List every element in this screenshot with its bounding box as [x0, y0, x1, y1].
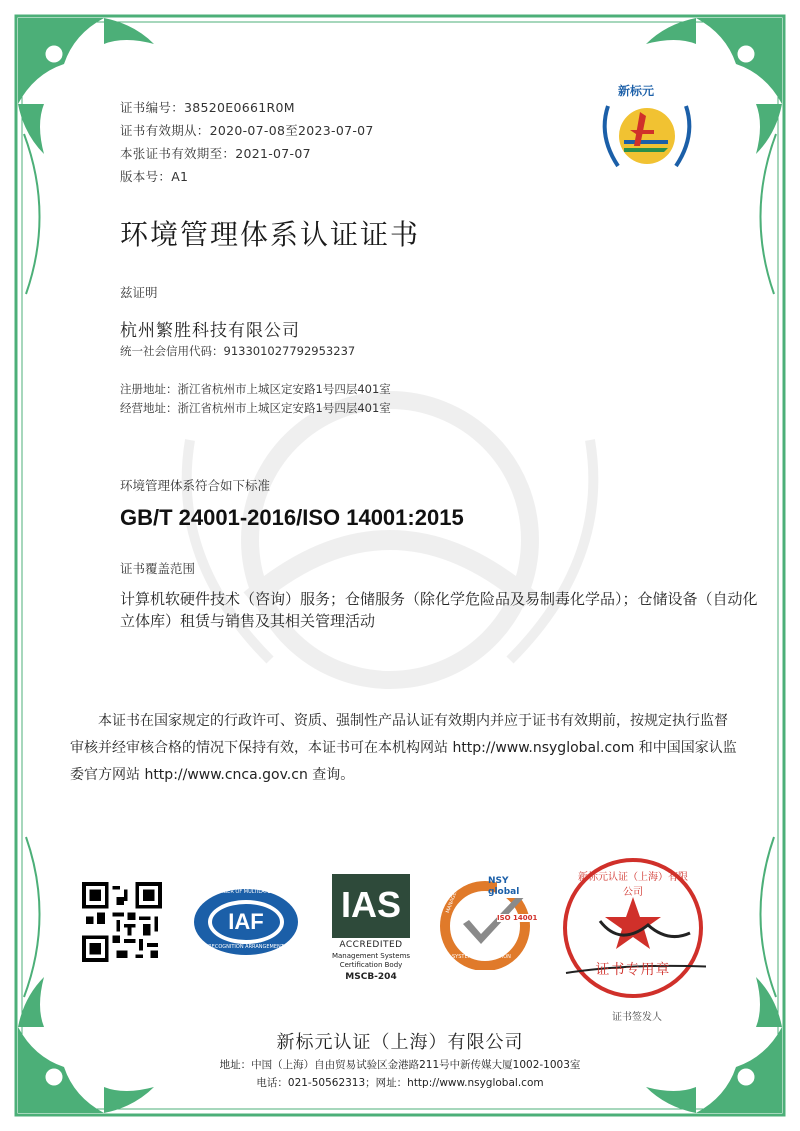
seal-top-text: 新标元认证（上海）有限公司	[578, 872, 688, 898]
scope-text: 计算机软硬件技术（咨询）服务；仓储服务（除化学危险品及易制毒化学品）；仓储设备（自动化立体库）租赁与销售及其相关管理活动	[120, 590, 758, 630]
credit-code: 统一社会信用代码：913301027792953237	[120, 344, 356, 358]
certificate-number: 证书编号：38520E0661R0M	[120, 100, 295, 115]
validity-range: 证书有效期从：2020-07-08至2023-07-07	[120, 123, 374, 138]
iaf-logo-bottom-text: RECOGNITION ARRANGEMENT	[208, 944, 284, 950]
certificate-title: 环境管理体系认证证书	[120, 218, 421, 251]
registered-address: 注册地址：浙江省杭州市上城区定安路1号四层401室	[120, 382, 391, 396]
seal-bottom-text: 证书专用章	[595, 962, 671, 978]
organization-contact: 电话：021-50562313；网址：http://www.nsyglobal.com	[256, 1077, 544, 1089]
iaf-logo-top-text: MEMBER OF MULTILATERAL	[211, 889, 281, 895]
scope-label: 证书覆盖范围	[120, 561, 196, 576]
this-certificate-valid-to: 本张证书有效期至：2021-07-07	[120, 146, 311, 161]
standard-value: GB/T 24001-2016/ISO 14001:2015	[120, 505, 464, 530]
ias-line1: Management Systems	[331, 952, 411, 960]
nsy-ring-left-text: MANAGEMENT	[445, 878, 463, 915]
organization-address: 地址：中国（上海）自由贸易试验区金港路211号中新传媒大厦1002-1003室	[219, 1059, 581, 1071]
nsy-logo-iso: ISO 14001	[497, 914, 538, 922]
iaf-logo-text: IAF	[228, 909, 264, 934]
seal-caption: 证书签发人	[612, 1012, 662, 1023]
company-name: 杭州繁胜科技有限公司	[120, 321, 300, 341]
hereby-certify: 兹证明	[120, 285, 158, 300]
ias-line2: Certification Body	[339, 961, 403, 969]
qr-code	[82, 882, 162, 962]
ias-code: MSCB-204	[345, 972, 397, 982]
operating-address: 经营地址：浙江省杭州市上城区定安路1号四层401室	[120, 401, 391, 415]
ias-accredited: ACCREDITED	[339, 940, 403, 950]
brand-logo-text: 新标元	[618, 84, 655, 98]
validity-statement: 本证书在国家规定的行政许可、资质、强制性产品认证有效期内并应于证书有效期前，按规定执行监督审核并经审核合格的情况下保持有效，本证书可在本机构网站 http://www.nsyglobal.com 和中国国家认监委官方网站 http://www.cnca.gov.cn 查询。	[70, 713, 737, 783]
nsy-ring-bottom-text: SYSTEM CERTIFICATION	[452, 954, 511, 960]
version-number: 版本号：A1	[120, 169, 189, 184]
nsy-logo-top: NSY	[488, 876, 509, 886]
ias-logo-text: IAS	[340, 884, 401, 925]
issuing-organization: 新标元认证（上海）有限公司	[276, 1032, 524, 1053]
nsy-logo-global: global	[488, 887, 520, 897]
standard-label: 环境管理体系符合如下标准	[120, 478, 271, 493]
